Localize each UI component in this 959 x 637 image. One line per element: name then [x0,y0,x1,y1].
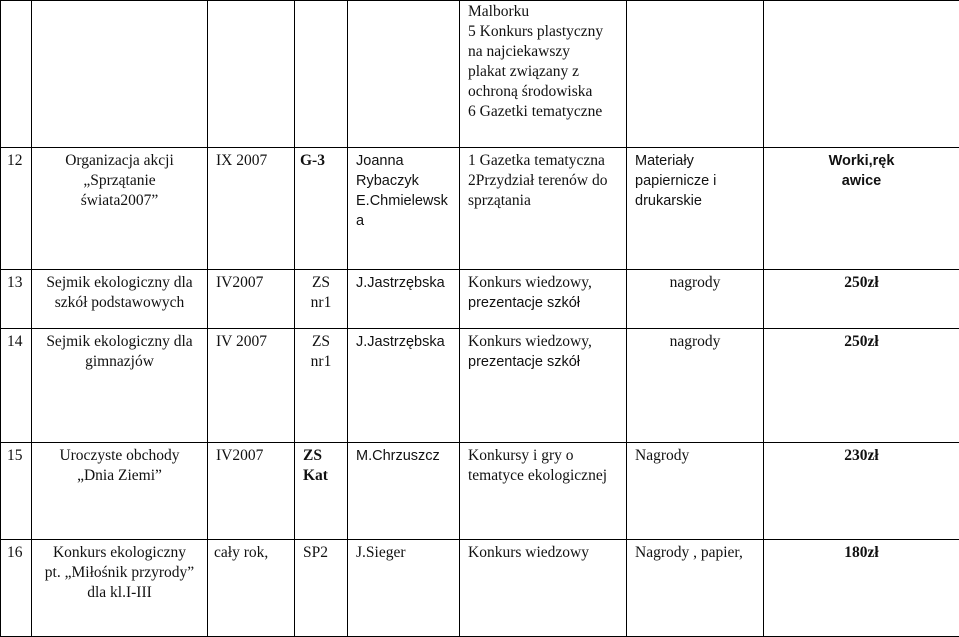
table-row [1,540,959,637]
cell-forms: 1 Gazetka tematyczna 2Przydział terenów do sprzątania [460,148,627,270]
cell-date: IX 2007 [208,148,295,270]
cell-name: Organizacja akcji „Sprzątanie świata2007” [32,148,208,270]
cell-person: J.Jastrzębska [348,270,460,329]
cell-name: Sejmik ekologiczny dla szkół podstawowych [32,270,208,329]
cell-date: IV2007 [208,270,295,329]
cell-line: ochroną środowiska [468,82,626,102]
cell-resources: nagrody [627,329,764,443]
cell-date: IV 2007 [208,329,295,443]
cell-person: J.Sieger [348,540,460,637]
cell-person: Joanna Rybaczyk E.Chmielewsk a [348,148,460,270]
cell-date: IV2007 [208,443,295,540]
cell-no: 16 [1,540,32,637]
table-row [1,148,959,270]
table-row [1,329,959,443]
cell-cost: 250zł [764,270,959,329]
cell-no: 15 [1,443,32,540]
table-row [1,443,959,540]
table-row-continuation [1,1,959,148]
cell-group: ZS nr1 [295,329,348,443]
cell-no: 12 [1,148,32,270]
continuation-cell [460,1,627,148]
cell-name: Konkurs ekologiczny pt. „Miłośnik przyrody” dla kl.I-III [32,540,208,637]
cell-line: na najciekawszy [468,42,626,62]
cell-resources: Materiały papiernicze i drukarskie [627,148,764,270]
cell-cost: 230zł [764,443,959,540]
cell-no: 13 [1,270,32,329]
cell-resources: Nagrody [627,443,764,540]
cell-forms: Konkursy i gry o tematyce ekologicznej [460,443,627,540]
cell-group: SP2 [295,540,348,637]
cell-forms: Konkurs wiedzowy, prezentacje szkół [460,270,627,329]
cell-group: ZS Kat [295,443,348,540]
cell-group: ZS nr1 [295,270,348,329]
cell-cost: 250zł [764,329,959,443]
table-row [1,270,959,329]
cell-date: cały rok, [208,540,295,637]
cell-person: J.Jastrzębska [348,329,460,443]
cell-forms: Konkurs wiedzowy, prezentacje szkół [460,329,627,443]
cell-line: plakat związany z [468,62,626,82]
cell-name: Uroczyste obchody „Dnia Ziemi” [32,443,208,540]
cell-line: Malborku [468,2,626,22]
cell-resources: nagrody [627,270,764,329]
cell-cost: Worki,ręk awice [764,148,959,270]
cell-line: 5 Konkurs plastyczny [468,22,626,42]
cell-no: 14 [1,329,32,443]
cell-name: Sejmik ekologiczny dla gimnazjów [32,329,208,443]
cell-forms: Konkurs wiedzowy [460,540,627,637]
cell-group: G-3 [295,148,348,270]
cell-cost: 180zł [764,540,959,637]
cell-line: 6 Gazetki tematyczne [468,102,626,122]
cell-resources: Nagrody , papier, [627,540,764,637]
cell-person: M.Chrzuszcz [348,443,460,540]
